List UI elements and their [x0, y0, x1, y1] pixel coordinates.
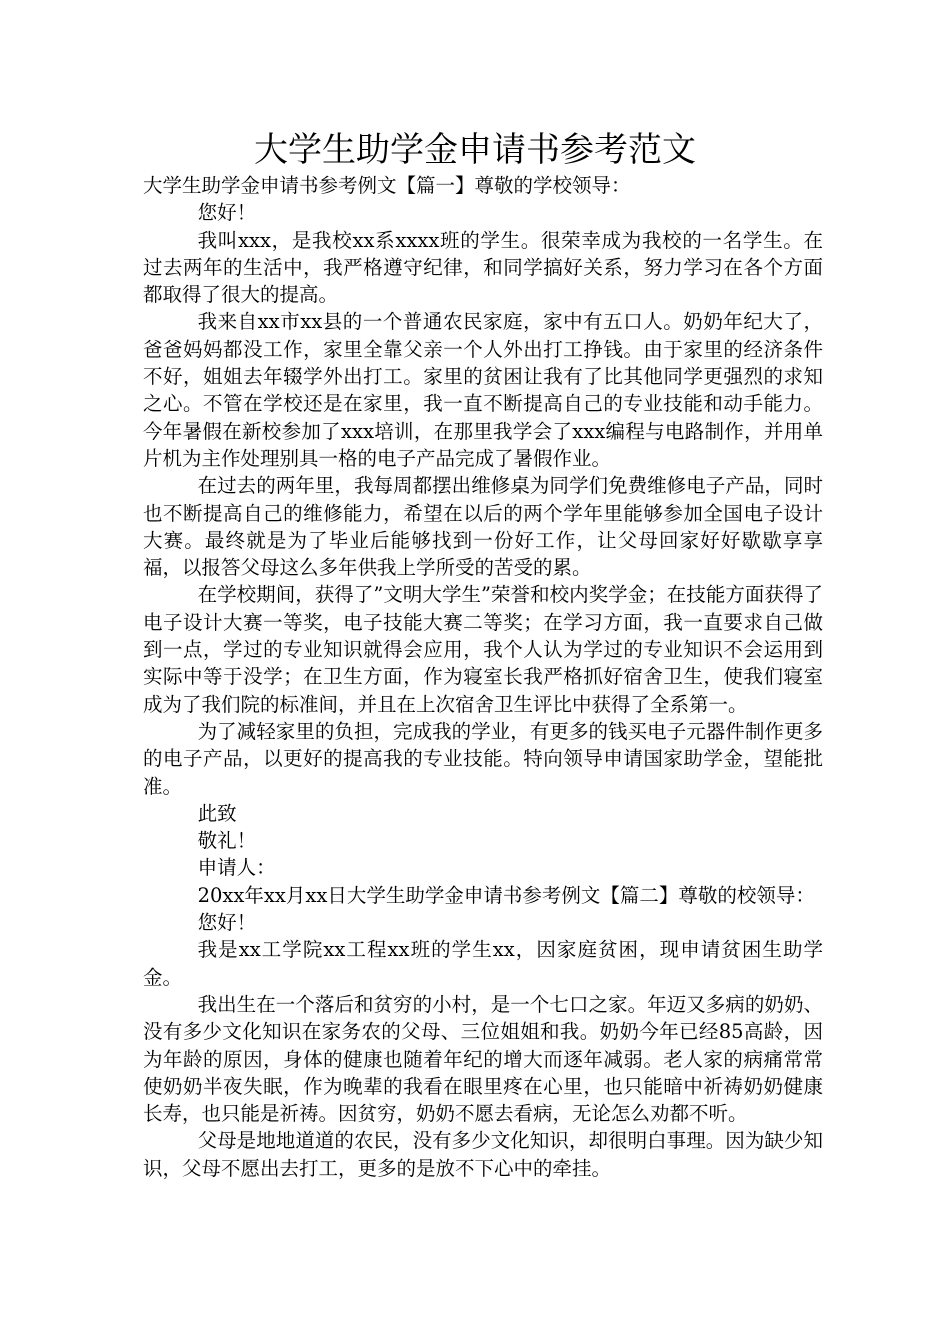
paragraph: 为了减轻家里的负担，完成我的学业，有更多的钱买电子元器件制作更多的电子产品，以更好的提高我的专业技能。特向领导申请国家助学金，望能批准。 — [143, 719, 823, 798]
paragraph: 我是xx工学院xx工程xx班的学生xx，因家庭贫困，现申请贫困生助学金。 — [143, 938, 823, 989]
paragraph: 您好！ — [197, 911, 257, 935]
paragraph: 父母是地地道道的农民，没有多少文化知识，却很明白事理。因为缺少知识，父母不愿出去打工，更多的是放不下心中的牵挂。 — [143, 1129, 823, 1180]
paragraph: 在过去的两年里，我每周都摆出维修桌为同学们免费维修电子产品，同时也不断提高自己的维修能力，希望在以后的两个学年里能够参加全国电子设计大赛。最终就是为了毕业后能够找到一份好工作，让父母回家好好歇歇享享福，以报答父母这么多年供我上学所受的苦受的累。 — [143, 474, 823, 580]
paragraph: 我出生在一个落后和贫穷的小村，是一个七口之家。年迈又多病的奶奶、没有多少文化知识在家务农的父母、三位姐姐和我。奶奶今年已经85高龄，因为年龄的原因，身体的健康也随着年纪的增大而逐年减弱。老人家的病痛常常使奶奶半夜失眠，作为晚辈的我看在眼里疼在心里，也只能暗中祈祷奶奶健康长寿，也只能是祈祷。因贫穷，奶奶不愿去看病，无论怎么劝都不听。 — [143, 992, 823, 1126]
paragraph: 您好！ — [197, 201, 257, 225]
paragraph: 大学生助学金申请书参考例文【篇一】尊敬的学校领导： — [143, 174, 631, 197]
paragraph: 20xx年xx月xx日大学生助学金申请书参考例文【篇二】尊敬的校领导： — [197, 883, 815, 907]
paragraph: 我来自xx市xx县的一个普通农民家庭，家中有五口人。奶奶年纪大了，爸爸妈妈都没工作，家里全靠父亲一个人外出打工挣钱。由于家里的经济条件不好，姐姐去年辍学外出打工。家里的贫困让我有了比其他同学更强烈的求知之心。不管在学校还是在家里，我一直不断提高自己的专业技能和动手能力。今年暑假在新校参加了xxx培训，在那里我学会了xxx编程与电路制作，并用单片机为主作处理别具一格的电子产品完成了暑假作业。 — [143, 310, 823, 470]
paragraph: 申请人： — [197, 856, 276, 880]
paragraph: 我叫xxx，是我校xx系xxxx班的学生。很荣幸成为我校的一名学生。在过去两年的生活中，我严格遵守纪律，和同学搞好关系，努力学习在各个方面都取得了很大的提高。 — [143, 228, 823, 307]
paragraph: 敬礼！ — [197, 829, 257, 853]
paragraph: 在学校期间，获得了”文明大学生”荣誉和校内奖学金；在技能方面获得了电子设计大赛一等奖，电子技能大赛二等奖；在学习方面，我一直要求自己做到一点，学过的专业知识就得会应用，我个人认为学过的专业知识不会运用到实际中等于没学；在卫生方面，作为寝室长我严格抓好宿舍卫生，使我们寝室成为了我们院的标准间，并且在上次宿舍卫生评比中获得了全系第一。 — [143, 583, 823, 716]
document-title: 大学生助学金申请书参考范文 — [254, 130, 696, 170]
document-body — [143, 172, 823, 1182]
paragraph: 此致 — [197, 801, 237, 825]
